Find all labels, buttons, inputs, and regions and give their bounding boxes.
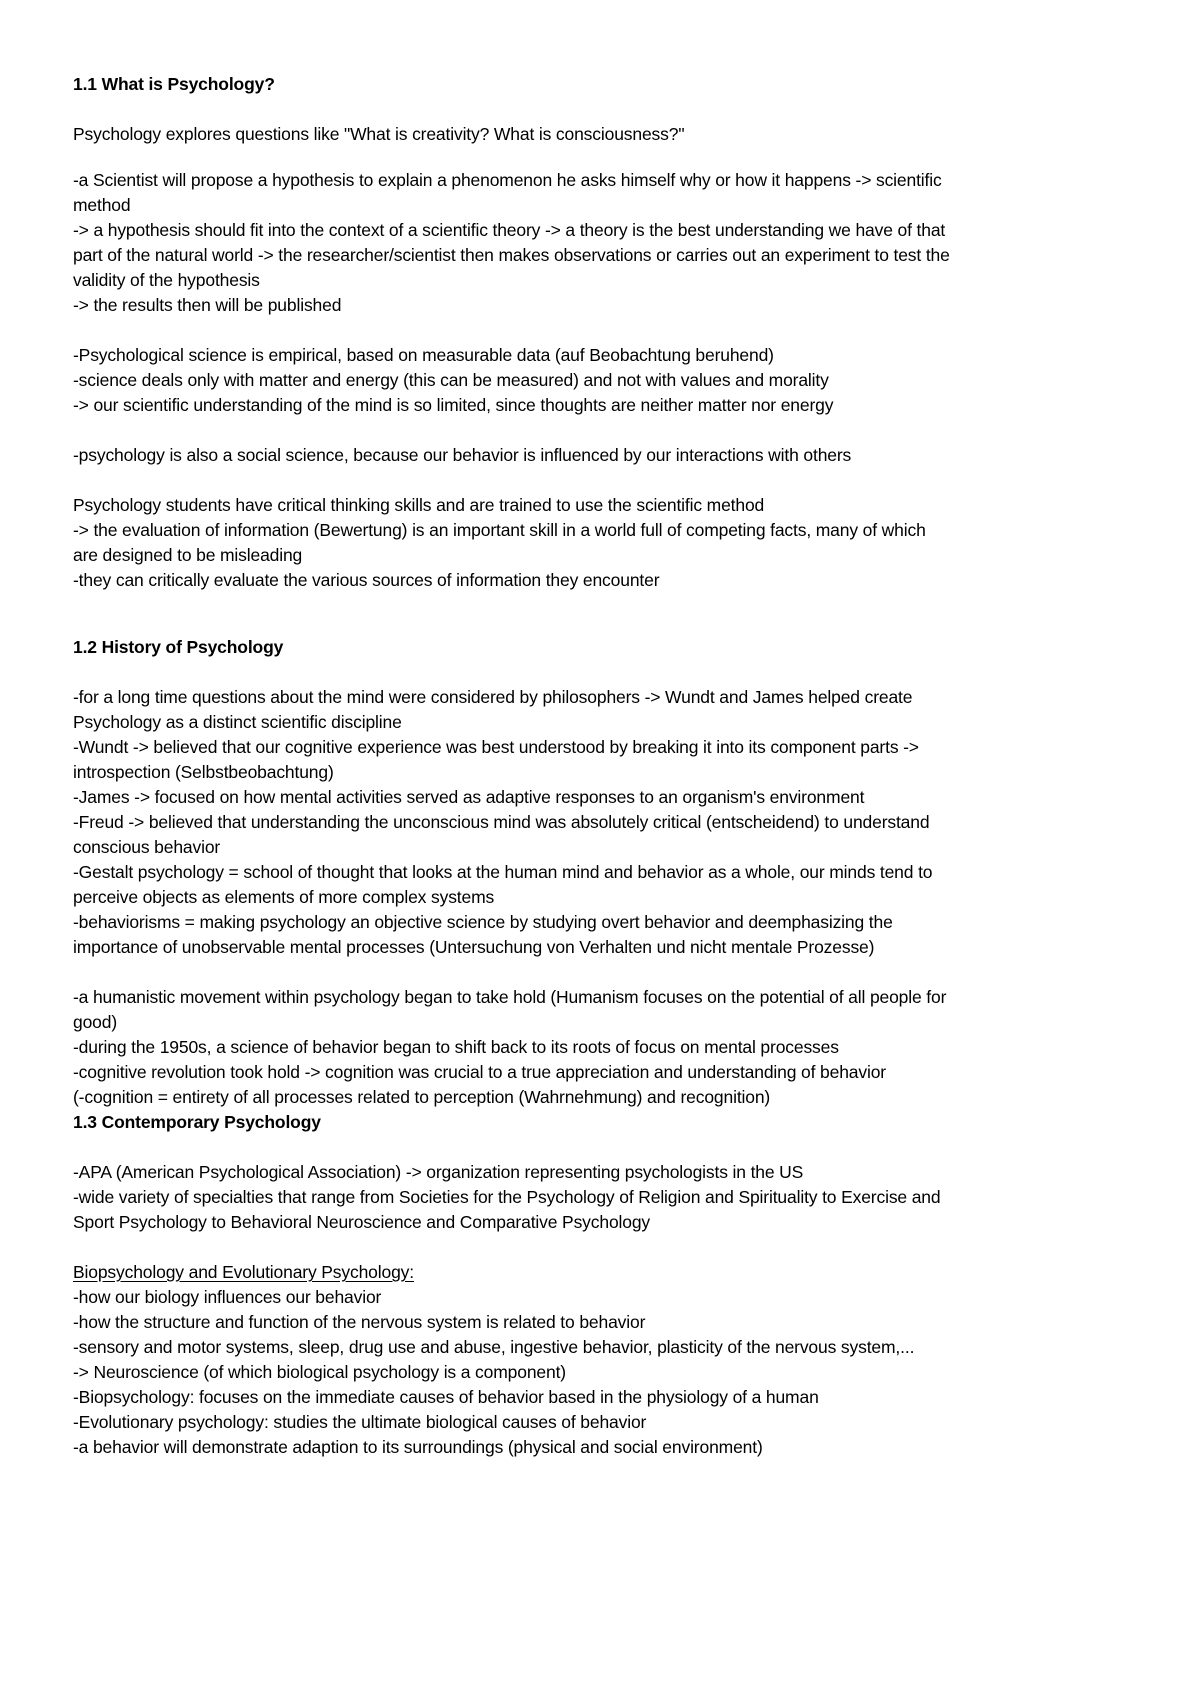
text-line: -Wundt -> believed that our cognitive experience was best understood by breaking it into its component parts -> — [73, 737, 919, 757]
text-line: -a humanistic movement within psychology began to take hold (Humanism focuses on the potential of all people for — [73, 987, 947, 1007]
text-line: -psychology is also a social science, because our behavior is influenced by our interactions with others — [73, 445, 852, 465]
text-line: -how the structure and function of the nervous system is related to behavior — [73, 1312, 646, 1332]
text-line: -Biopsychology: focuses on the immediate causes of behavior based in the physiology of a human — [73, 1387, 819, 1407]
text-line: introspection (Selbstbeobachtung) — [73, 762, 334, 782]
section-heading: 1.2 History of Psychology — [73, 637, 284, 657]
text-line: good) — [73, 1012, 118, 1032]
text-line: are designed to be misleading — [73, 545, 303, 565]
section-heading: 1.1 What is Psychology? — [73, 74, 275, 94]
text-line: -science deals only with matter and energy (this can be measured) and not with values and morality — [73, 370, 829, 390]
text-line: -Freud -> believed that understanding the unconscious mind was absolutely critical (entscheidend) to understand — [73, 812, 930, 832]
text-line: conscious behavior — [73, 837, 221, 857]
text-line: -Gestalt psychology = school of thought that looks at the human mind and behavior as a whole, our minds tend to — [73, 862, 933, 882]
text-line: -a Scientist will propose a hypothesis to explain a phenomenon he asks himself why or how it happens -> scientific — [73, 170, 942, 190]
text-line: -how our biology influences our behavior — [73, 1287, 382, 1307]
text-line: -they can critically evaluate the various sources of information they encounter — [73, 570, 660, 590]
subsection-heading: Biopsychology and Evolutionary Psychology: — [73, 1262, 414, 1282]
text-line: Psychology as a distinct scientific discipline — [73, 712, 402, 732]
text-line: -> our scientific understanding of the mind is so limited, since thoughts are neither matter nor energy — [73, 395, 834, 415]
text-line: -> a hypothesis should fit into the context of a scientific theory -> a theory is the best understanding we have of that — [73, 220, 946, 240]
text-line: -during the 1950s, a science of behavior began to shift back to its roots of focus on mental processes — [73, 1037, 839, 1057]
text-line: Sport Psychology to Behavioral Neuroscience and Comparative Psychology — [73, 1212, 651, 1232]
text-line: -> Neuroscience (of which biological psychology is a component) — [73, 1362, 566, 1382]
text-line: -James -> focused on how mental activities served as adaptive responses to an organism's environment — [73, 787, 865, 807]
text-line: validity of the hypothesis — [73, 270, 260, 290]
text-line: -> the results then will be published — [73, 295, 342, 315]
text-line: method — [73, 195, 131, 215]
text-line: (-cognition = entirety of all processes related to perception (Wahrnehmung) and recognition) — [73, 1087, 771, 1107]
text-line: -> the evaluation of information (Bewertung) is an important skill in a world full of competing facts, many of which — [73, 520, 926, 540]
text-line: perceive objects as elements of more complex systems — [73, 887, 495, 907]
text-line: -Psychological science is empirical, based on measurable data (auf Beobachtung beruhend) — [73, 345, 774, 365]
text-line: -behaviorisms = making psychology an objective science by studying overt behavior and deemphasizing the — [73, 912, 893, 932]
text-line: -APA (American Psychological Association) -> organization representing psychologists in the US — [73, 1162, 804, 1182]
section-heading: 1.3 Contemporary Psychology — [73, 1112, 321, 1132]
text-line: -Evolutionary psychology: studies the ultimate biological causes of behavior — [73, 1412, 647, 1432]
text-line: -wide variety of specialties that range from Societies for the Psychology of Religion and Spirituality to Exercise and — [73, 1187, 941, 1207]
text-line: -cognitive revolution took hold -> cognition was crucial to a true appreciation and understanding of behavior — [73, 1062, 886, 1082]
text-line: part of the natural world -> the researcher/scientist then makes observations or carries out an experiment to test the — [73, 245, 950, 265]
text-line: -for a long time questions about the mind were considered by philosophers -> Wundt and James helped create — [73, 687, 913, 707]
text-line: importance of unobservable mental processes (Untersuchung von Verhalten und nicht mentale Prozesse) — [73, 937, 875, 957]
text-line: -sensory and motor systems, sleep, drug use and abuse, ingestive behavior, plasticity of the nervous system,... — [73, 1337, 915, 1357]
text-line: Psychology students have critical thinking skills and are trained to use the scientific method — [73, 495, 765, 515]
text-line: -a behavior will demonstrate adaption to its surroundings (physical and social environment) — [73, 1437, 763, 1457]
text-line: Psychology explores questions like "What is creativity? What is consciousness?" — [73, 124, 685, 144]
